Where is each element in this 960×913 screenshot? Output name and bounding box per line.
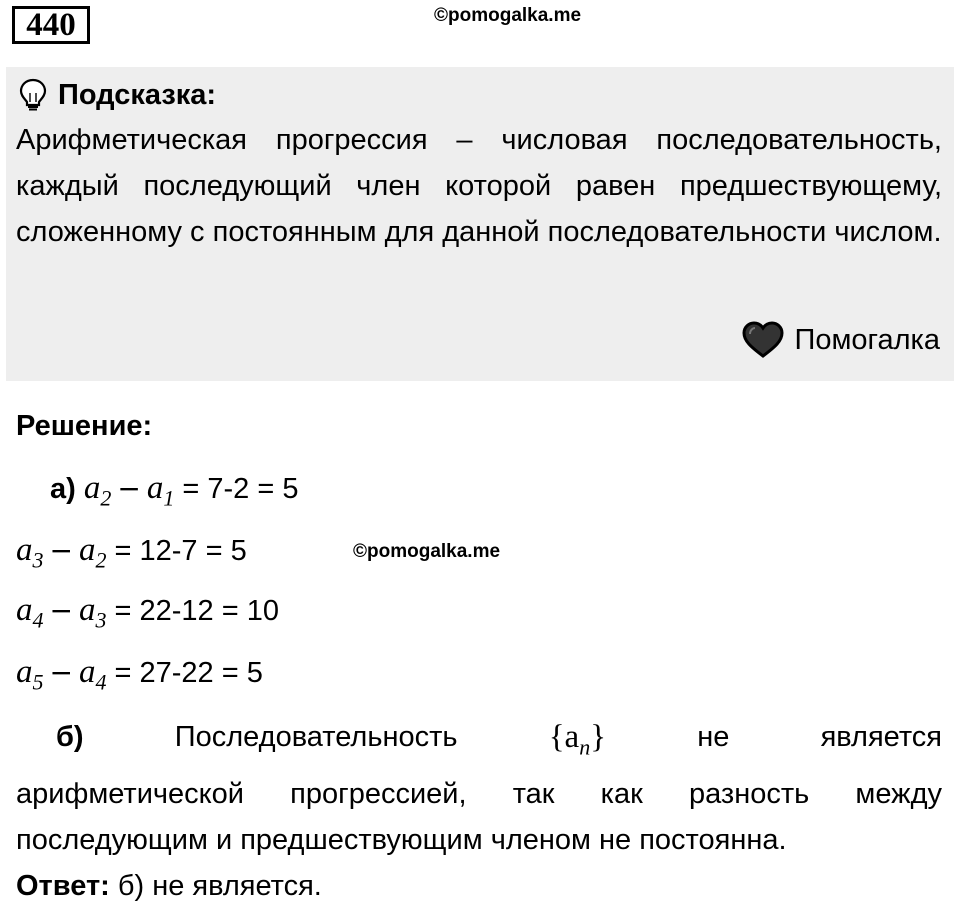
heart-icon bbox=[741, 321, 785, 359]
hint-text: Арифметическая прогрессия – числовая последовательность, каждый последующий член которой равен предшествующему, сложенному с постоянным для данной последовательности числом. bbox=[16, 124, 942, 248]
brand-label: Помогалка bbox=[794, 323, 940, 356]
equation-result: = 22-12 = 10 bbox=[106, 595, 279, 627]
watermark: ©pomogalka.me bbox=[434, 5, 582, 26]
solution-line-1 bbox=[50, 470, 298, 512]
part-b-label: б) bbox=[56, 721, 84, 753]
solution-title: Решение: bbox=[16, 410, 153, 442]
solution-line-3 bbox=[16, 592, 279, 634]
hint-box bbox=[6, 67, 954, 381]
math-term: $a_2 - a_1$ bbox=[83, 470, 175, 511]
watermark-middle: ©pomogalka.me bbox=[353, 541, 501, 562]
equation-result: = 27-22 = 5 bbox=[106, 657, 263, 689]
answer-text: б) не является. bbox=[109, 870, 322, 902]
solution-line-2 bbox=[16, 532, 247, 574]
math-term: $a_5 - a_4$ bbox=[16, 654, 107, 695]
part-b-word-ne: не bbox=[697, 721, 730, 753]
hint-title: Подсказка: bbox=[58, 78, 217, 111]
task-number: 440 bbox=[12, 6, 90, 44]
answer bbox=[16, 870, 322, 903]
math-term: $a_4 - a_3$ bbox=[16, 592, 107, 633]
part-b-word: Последовательность bbox=[174, 721, 458, 753]
part-b-paragraph bbox=[16, 714, 942, 863]
math-term: $a_3 - a_2$ bbox=[16, 532, 107, 573]
equation-result: = 7-2 = 5 bbox=[174, 473, 299, 505]
part-b-rest: арифметической прогрессией, так как разность между последующим и предшествующим членом не постоянна. bbox=[16, 777, 942, 856]
lightbulb-icon bbox=[18, 78, 48, 112]
hint-brand bbox=[741, 321, 940, 359]
solution-line-4 bbox=[16, 654, 263, 696]
equation-result: = 12-7 = 5 bbox=[106, 535, 247, 567]
part-b-word-is: является bbox=[820, 721, 942, 753]
sequence-symbol: $\{a_n\}$ bbox=[548, 719, 607, 760]
answer-label: Ответ: bbox=[16, 870, 110, 902]
part-a-label: а) bbox=[50, 473, 76, 505]
